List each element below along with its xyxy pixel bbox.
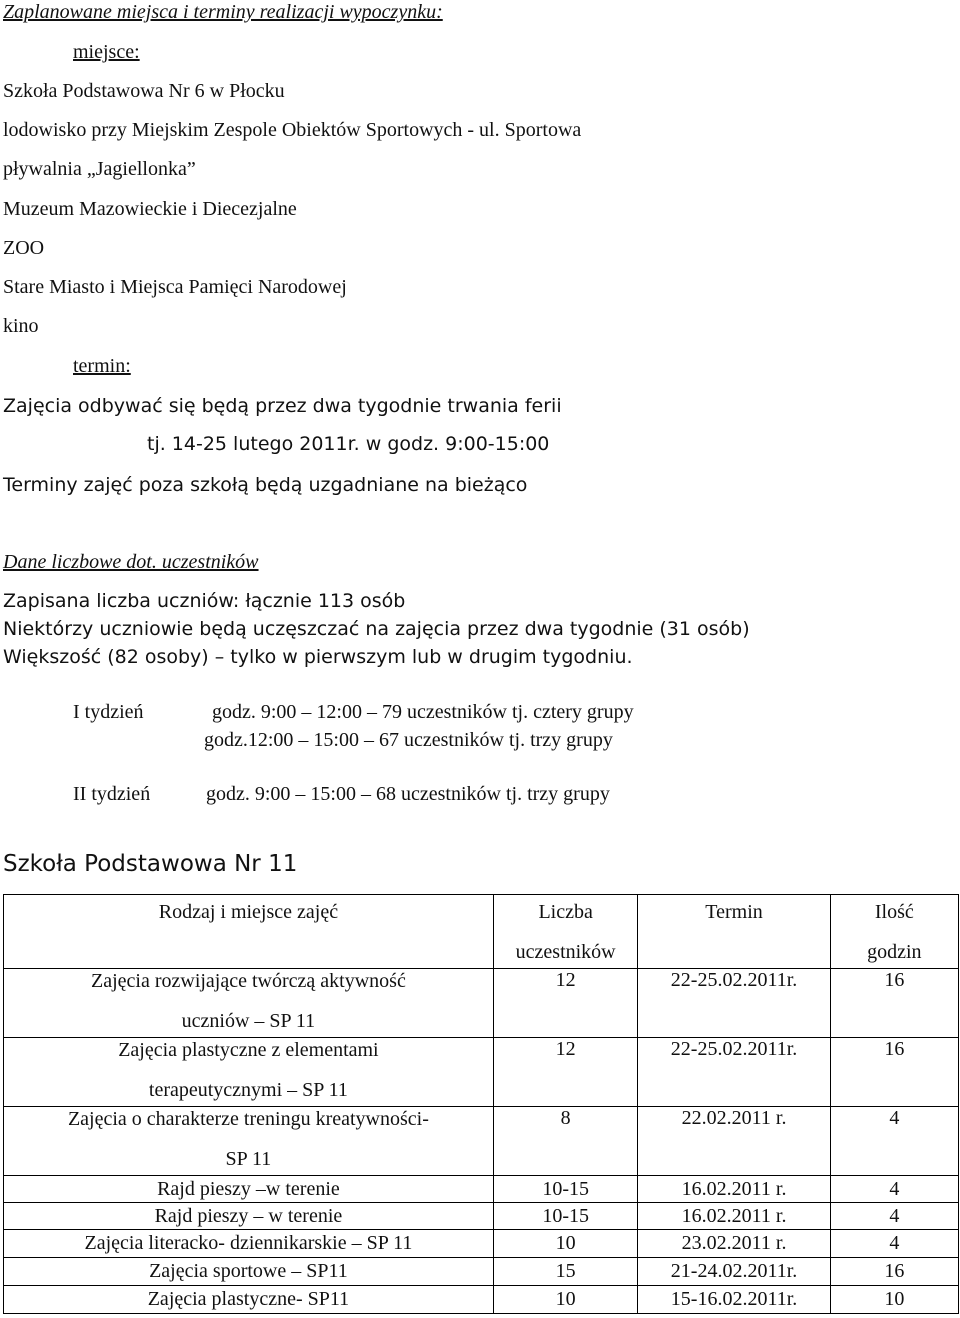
header-text: uczestników bbox=[515, 941, 616, 963]
cell-text: Zajęcia o charakterze treningu kreatywności- bbox=[67, 1108, 429, 1130]
cell-hours: 16 bbox=[830, 1038, 958, 1107]
cell-term: 15-16.02.2011r. bbox=[638, 1286, 830, 1314]
cell-text: SP 11 bbox=[225, 1148, 272, 1170]
cell-count: 12 bbox=[493, 1038, 638, 1107]
place-item: lodowisko przy Miejskim Zespole Obiektów Sportowych - ul. Sportowa bbox=[3, 119, 582, 141]
cell-text: uczniów – SP 11 bbox=[181, 1010, 316, 1032]
table-row bbox=[4, 1286, 959, 1314]
term-line: tj. 14-25 lutego 2011r. w godz. 9:00-15:00 bbox=[147, 433, 550, 455]
cell-term: 16.02.2011 r. bbox=[638, 1203, 830, 1230]
participants-line: Większość (82 osoby) – tylko w pierwszym lub w drugim tygodniu. bbox=[3, 646, 633, 668]
cell-term: 23.02.2011 r. bbox=[638, 1230, 830, 1258]
week1-label: I tydzień bbox=[73, 701, 144, 723]
cell-count: 10 bbox=[493, 1230, 638, 1258]
cell-hours: 16 bbox=[830, 969, 958, 1038]
table-row bbox=[4, 1038, 959, 1107]
week1-schedule: godz.12:00 – 15:00 – 67 uczestników tj. trzy grupy bbox=[204, 729, 613, 751]
header-count bbox=[493, 895, 638, 969]
header-text: Liczba bbox=[538, 901, 593, 923]
place-item: Szkoła Podstawowa Nr 6 w Płocku bbox=[3, 80, 285, 102]
term-note: Terminy zajęć poza szkołą będą uzgadniane na bieżąco bbox=[3, 474, 528, 496]
activities-table bbox=[3, 894, 959, 1314]
term-label: termin: bbox=[73, 355, 131, 377]
participants-heading: Dane liczbowe dot. uczestników bbox=[3, 551, 259, 573]
table-row bbox=[4, 1176, 959, 1203]
school11-title: Szkoła Podstawowa Nr 11 bbox=[3, 851, 298, 877]
cell-term: 22-25.02.2011r. bbox=[638, 1038, 830, 1107]
cell-hours: 4 bbox=[830, 1107, 958, 1176]
cell-count: 10-15 bbox=[493, 1203, 638, 1230]
header-term bbox=[638, 895, 830, 969]
section-title: Zaplanowane miejsca i terminy realizacji wypoczynku: bbox=[3, 1, 443, 23]
cell-count: 12 bbox=[493, 969, 638, 1038]
place-item: Stare Miasto i Miejsca Pamięci Narodowej bbox=[3, 276, 347, 298]
table-row bbox=[4, 969, 959, 1038]
week2-label: II tydzień bbox=[73, 783, 151, 805]
place-item: kino bbox=[3, 315, 39, 337]
header-text: Rodzaj i miejsce zajęć bbox=[158, 901, 339, 923]
cell-count: 15 bbox=[493, 1258, 638, 1286]
place-item: pływalnia „Jagiellonka” bbox=[3, 158, 196, 180]
cell-hours: 4 bbox=[830, 1230, 958, 1258]
table-row bbox=[4, 1107, 959, 1176]
cell-term: 22-25.02.2011r. bbox=[638, 969, 830, 1038]
cell-name: Rajd pieszy –w terenie bbox=[4, 1176, 494, 1203]
cell-text: terapeutycznymi – SP 11 bbox=[148, 1079, 348, 1101]
place-label: miejsce: bbox=[73, 41, 140, 63]
cell-text: Zajęcia rozwijające twórczą aktywność bbox=[91, 970, 406, 992]
term-line: Zajęcia odbywać się będą przez dwa tygodnie trwania ferii bbox=[3, 395, 562, 417]
header-text: Ilość bbox=[874, 901, 914, 923]
place-item: Muzeum Mazowieckie i Diecezjalne bbox=[3, 198, 297, 220]
cell-name bbox=[4, 1107, 494, 1176]
cell-term: 21-24.02.2011r. bbox=[638, 1258, 830, 1286]
header-type-place bbox=[4, 895, 494, 969]
cell-name: Zajęcia sportowe – SP11 bbox=[4, 1258, 494, 1286]
cell-hours: 4 bbox=[830, 1176, 958, 1203]
header-hours bbox=[830, 895, 958, 969]
cell-count: 8 bbox=[493, 1107, 638, 1176]
cell-name bbox=[4, 969, 494, 1038]
table-row bbox=[4, 1258, 959, 1286]
table-header-row bbox=[4, 895, 959, 969]
header-text: Termin bbox=[705, 901, 763, 923]
cell-term: 22.02.2011 r. bbox=[638, 1107, 830, 1176]
cell-name: Zajęcia literacko- dziennikarskie – SP 11 bbox=[4, 1230, 494, 1258]
week2-schedule: godz. 9:00 – 15:00 – 68 uczestników tj. trzy grupy bbox=[206, 783, 610, 805]
cell-count: 10 bbox=[493, 1286, 638, 1314]
cell-name: Zajęcia plastyczne- SP11 bbox=[4, 1286, 494, 1314]
cell-hours: 16 bbox=[830, 1258, 958, 1286]
cell-count: 10-15 bbox=[493, 1176, 638, 1203]
participants-line: Zapisana liczba uczniów: łącznie 113 osób bbox=[3, 590, 406, 612]
cell-term: 16.02.2011 r. bbox=[638, 1176, 830, 1203]
cell-hours: 10 bbox=[830, 1286, 958, 1314]
table-row bbox=[4, 1203, 959, 1230]
week1-schedule: godz. 9:00 – 12:00 – 79 uczestników tj. cztery grupy bbox=[212, 701, 634, 723]
place-item: ZOO bbox=[3, 237, 45, 259]
cell-name bbox=[4, 1038, 494, 1107]
header-text: godzin bbox=[867, 941, 922, 963]
cell-text: Zajęcia plastyczne z elementami bbox=[118, 1039, 379, 1061]
table-row bbox=[4, 1230, 959, 1258]
cell-name: Rajd pieszy – w terenie bbox=[4, 1203, 494, 1230]
participants-line: Niektórzy uczniowie będą uczęszczać na zajęcia przez dwa tygodnie (31 osób) bbox=[3, 618, 750, 640]
cell-hours: 4 bbox=[830, 1203, 958, 1230]
